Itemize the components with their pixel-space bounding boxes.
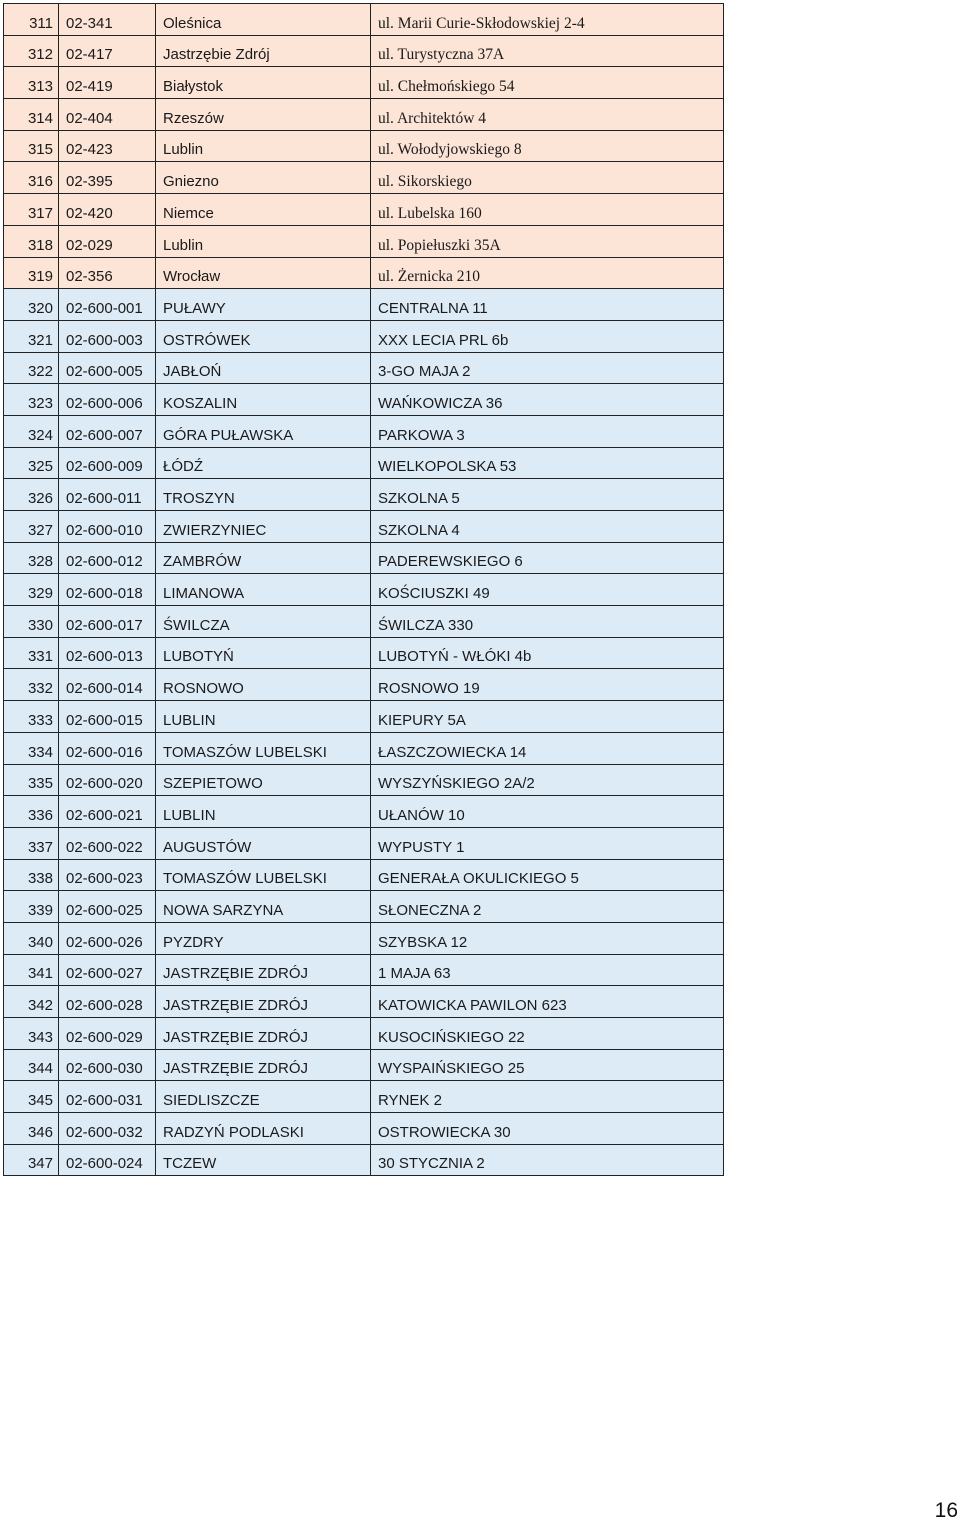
table-row	[4, 827, 724, 859]
street-address-cell: CENTRALNA 11	[371, 289, 724, 321]
postal-code-cell: 02-600-031	[59, 1081, 156, 1113]
table-row	[4, 922, 724, 954]
row-number-cell: 345	[4, 1081, 59, 1113]
street-address-cell: KUSOCIŃSKIEGO 22	[371, 1018, 724, 1050]
city-cell: Rzeszów	[156, 99, 371, 131]
table-row	[4, 1081, 724, 1113]
table-row	[4, 1113, 724, 1145]
street-address-cell: ul. Chełmońskiego 54	[371, 67, 724, 99]
row-number-cell: 331	[4, 637, 59, 669]
postal-code-cell: 02-600-007	[59, 415, 156, 447]
row-number-cell: 322	[4, 352, 59, 384]
table-row	[4, 320, 724, 352]
row-number-cell: 320	[4, 289, 59, 321]
page-number: 16	[934, 1499, 958, 1522]
street-address-cell: PADEREWSKIEGO 6	[371, 542, 724, 574]
row-number-cell: 337	[4, 827, 59, 859]
table-row	[4, 796, 724, 828]
row-number-cell: 325	[4, 447, 59, 479]
city-cell: ZWIERZYNIEC	[156, 511, 371, 543]
city-cell: SZEPIETOWO	[156, 764, 371, 796]
street-address-cell: OSTROWIECKA 30	[371, 1113, 724, 1145]
table-row	[4, 701, 724, 733]
street-address-cell: XXX LECIA PRL 6b	[371, 320, 724, 352]
city-cell: GÓRA PUŁAWSKA	[156, 415, 371, 447]
row-number-cell: 317	[4, 194, 59, 226]
row-number-cell: 323	[4, 384, 59, 416]
address-table	[3, 3, 724, 1176]
city-cell: TCZEW	[156, 1144, 371, 1176]
postal-code-cell: 02-600-012	[59, 542, 156, 574]
table-row	[4, 986, 724, 1018]
postal-code-cell: 02-600-010	[59, 511, 156, 543]
row-number-cell: 347	[4, 1144, 59, 1176]
street-address-cell: ul. Marii Curie-Skłodowskiej 2-4	[371, 4, 724, 36]
postal-code-cell: 02-600-029	[59, 1018, 156, 1050]
street-address-cell: ŁASZCZOWIECKA 14	[371, 732, 724, 764]
street-address-cell: 3-GO MAJA 2	[371, 352, 724, 384]
postal-code-cell: 02-420	[59, 194, 156, 226]
postal-code-cell: 02-600-009	[59, 447, 156, 479]
city-cell: JASTRZĘBIE ZDRÓJ	[156, 1018, 371, 1050]
table-row	[4, 415, 724, 447]
row-number-cell: 324	[4, 415, 59, 447]
table-row	[4, 99, 724, 131]
postal-code-cell: 02-600-021	[59, 796, 156, 828]
street-address-cell: UŁANÓW 10	[371, 796, 724, 828]
row-number-cell: 342	[4, 986, 59, 1018]
postal-code-cell: 02-600-017	[59, 606, 156, 638]
row-number-cell: 333	[4, 701, 59, 733]
city-cell: Lublin	[156, 130, 371, 162]
row-number-cell: 344	[4, 1049, 59, 1081]
postal-code-cell: 02-600-025	[59, 891, 156, 923]
table-row	[4, 542, 724, 574]
table-row	[4, 289, 724, 321]
city-cell: KOSZALIN	[156, 384, 371, 416]
table-row	[4, 479, 724, 511]
table-row	[4, 606, 724, 638]
postal-code-cell: 02-600-013	[59, 637, 156, 669]
city-cell: JASTRZĘBIE ZDRÓJ	[156, 986, 371, 1018]
postal-code-cell: 02-341	[59, 4, 156, 36]
table-row	[4, 384, 724, 416]
city-cell: LUBLIN	[156, 796, 371, 828]
postal-code-cell: 02-423	[59, 130, 156, 162]
table-row	[4, 352, 724, 384]
street-address-cell: ul. Popiełuszki 35A	[371, 225, 724, 257]
table-row	[4, 1144, 724, 1176]
postal-code-cell: 02-600-027	[59, 954, 156, 986]
street-address-cell: ul. Architektów 4	[371, 99, 724, 131]
postal-code-cell: 02-600-016	[59, 732, 156, 764]
table-row	[4, 574, 724, 606]
postal-code-cell: 02-600-014	[59, 669, 156, 701]
street-address-cell: KIEPURY 5A	[371, 701, 724, 733]
row-number-cell: 334	[4, 732, 59, 764]
table-row	[4, 764, 724, 796]
street-address-cell: LUBOTYŃ - WŁÓKI 4b	[371, 637, 724, 669]
street-address-cell: WAŃKOWICZA 36	[371, 384, 724, 416]
row-number-cell: 318	[4, 225, 59, 257]
city-cell: TOMASZÓW LUBELSKI	[156, 732, 371, 764]
table-row	[4, 954, 724, 986]
city-cell: Lublin	[156, 225, 371, 257]
row-number-cell: 330	[4, 606, 59, 638]
row-number-cell: 311	[4, 4, 59, 36]
city-cell: TROSZYN	[156, 479, 371, 511]
city-cell: OSTRÓWEK	[156, 320, 371, 352]
street-address-cell: WYSZYŃSKIEGO 2A/2	[371, 764, 724, 796]
row-number-cell: 339	[4, 891, 59, 923]
row-number-cell: 341	[4, 954, 59, 986]
street-address-cell: 1 MAJA 63	[371, 954, 724, 986]
postal-code-cell: 02-600-032	[59, 1113, 156, 1145]
city-cell: LUBOTYŃ	[156, 637, 371, 669]
table-row	[4, 732, 724, 764]
row-number-cell: 315	[4, 130, 59, 162]
street-address-cell: PARKOWA 3	[371, 415, 724, 447]
postal-code-cell: 02-600-015	[59, 701, 156, 733]
table-row	[4, 511, 724, 543]
street-address-cell: ROSNOWO 19	[371, 669, 724, 701]
city-cell: ZAMBRÓW	[156, 542, 371, 574]
city-cell: Białystok	[156, 67, 371, 99]
table-row	[4, 162, 724, 194]
table-row	[4, 891, 724, 923]
row-number-cell: 335	[4, 764, 59, 796]
postal-code-cell: 02-600-030	[59, 1049, 156, 1081]
table-row	[4, 130, 724, 162]
city-cell: JABŁOŃ	[156, 352, 371, 384]
row-number-cell: 332	[4, 669, 59, 701]
postal-code-cell: 02-600-028	[59, 986, 156, 1018]
city-cell: NOWA SARZYNA	[156, 891, 371, 923]
city-cell: Gniezno	[156, 162, 371, 194]
row-number-cell: 319	[4, 257, 59, 289]
table-row	[4, 35, 724, 67]
postal-code-cell: 02-029	[59, 225, 156, 257]
street-address-cell: KOŚCIUSZKI 49	[371, 574, 724, 606]
street-address-cell: SZKOLNA 4	[371, 511, 724, 543]
street-address-cell: ŚWILCZA 330	[371, 606, 724, 638]
street-address-cell: WYPUSTY 1	[371, 827, 724, 859]
table-row	[4, 225, 724, 257]
city-cell: LUBLIN	[156, 701, 371, 733]
postal-code-cell: 02-600-006	[59, 384, 156, 416]
postal-code-cell: 02-600-018	[59, 574, 156, 606]
row-number-cell: 343	[4, 1018, 59, 1050]
street-address-cell: WIELKOPOLSKA 53	[371, 447, 724, 479]
table-row	[4, 257, 724, 289]
street-address-cell: ul. Sikorskiego	[371, 162, 724, 194]
street-address-cell: ul. Żernicka 210	[371, 257, 724, 289]
row-number-cell: 336	[4, 796, 59, 828]
table-row	[4, 447, 724, 479]
postal-code-cell: 02-600-011	[59, 479, 156, 511]
table-row	[4, 194, 724, 226]
row-number-cell: 312	[4, 35, 59, 67]
postal-code-cell: 02-600-023	[59, 859, 156, 891]
city-cell: JASTRZĘBIE ZDRÓJ	[156, 1049, 371, 1081]
row-number-cell: 329	[4, 574, 59, 606]
street-address-cell: WYSPAIŃSKIEGO 25	[371, 1049, 724, 1081]
row-number-cell: 316	[4, 162, 59, 194]
row-number-cell: 314	[4, 99, 59, 131]
postal-code-cell: 02-404	[59, 99, 156, 131]
postal-code-cell: 02-600-022	[59, 827, 156, 859]
row-number-cell: 340	[4, 922, 59, 954]
row-number-cell: 346	[4, 1113, 59, 1145]
street-address-cell: RYNEK 2	[371, 1081, 724, 1113]
street-address-cell: SŁONECZNA 2	[371, 891, 724, 923]
postal-code-cell: 02-356	[59, 257, 156, 289]
city-cell: PYZDRY	[156, 922, 371, 954]
row-number-cell: 313	[4, 67, 59, 99]
postal-code-cell: 02-600-005	[59, 352, 156, 384]
street-address-cell: 30 STYCZNIA 2	[371, 1144, 724, 1176]
postal-code-cell: 02-600-026	[59, 922, 156, 954]
city-cell: TOMASZÓW LUBELSKI	[156, 859, 371, 891]
row-number-cell: 327	[4, 511, 59, 543]
table-row	[4, 1049, 724, 1081]
street-address-cell: ul. Turystyczna 37A	[371, 35, 724, 67]
city-cell: PUŁAWY	[156, 289, 371, 321]
city-cell: ROSNOWO	[156, 669, 371, 701]
table-row	[4, 4, 724, 36]
city-cell: LIMANOWA	[156, 574, 371, 606]
city-cell: Jastrzębie Zdrój	[156, 35, 371, 67]
city-cell: AUGUSTÓW	[156, 827, 371, 859]
city-cell: JASTRZĘBIE ZDRÓJ	[156, 954, 371, 986]
city-cell: SIEDLISZCZE	[156, 1081, 371, 1113]
street-address-cell: GENERAŁA OKULICKIEGO 5	[371, 859, 724, 891]
street-address-cell: SZYBSKA 12	[371, 922, 724, 954]
postal-code-cell: 02-600-003	[59, 320, 156, 352]
row-number-cell: 321	[4, 320, 59, 352]
table-row	[4, 669, 724, 701]
city-cell: Wrocław	[156, 257, 371, 289]
city-cell: RADZYŃ PODLASKI	[156, 1113, 371, 1145]
street-address-cell: SZKOLNA 5	[371, 479, 724, 511]
row-number-cell: 328	[4, 542, 59, 574]
postal-code-cell: 02-395	[59, 162, 156, 194]
postal-code-cell: 02-419	[59, 67, 156, 99]
postal-code-cell: 02-600-020	[59, 764, 156, 796]
table-row	[4, 859, 724, 891]
row-number-cell: 326	[4, 479, 59, 511]
table-row	[4, 67, 724, 99]
address-table-body	[4, 4, 724, 1176]
postal-code-cell: 02-600-001	[59, 289, 156, 321]
table-row	[4, 1018, 724, 1050]
row-number-cell: 338	[4, 859, 59, 891]
city-cell: ŚWILCZA	[156, 606, 371, 638]
postal-code-cell: 02-417	[59, 35, 156, 67]
city-cell: ŁÓDŹ	[156, 447, 371, 479]
street-address-cell: KATOWICKA PAWILON 623	[371, 986, 724, 1018]
street-address-cell: ul. Lubelska 160	[371, 194, 724, 226]
table-row	[4, 637, 724, 669]
city-cell: Niemce	[156, 194, 371, 226]
street-address-cell: ul. Wołodyjowskiego 8	[371, 130, 724, 162]
city-cell: Oleśnica	[156, 4, 371, 36]
postal-code-cell: 02-600-024	[59, 1144, 156, 1176]
